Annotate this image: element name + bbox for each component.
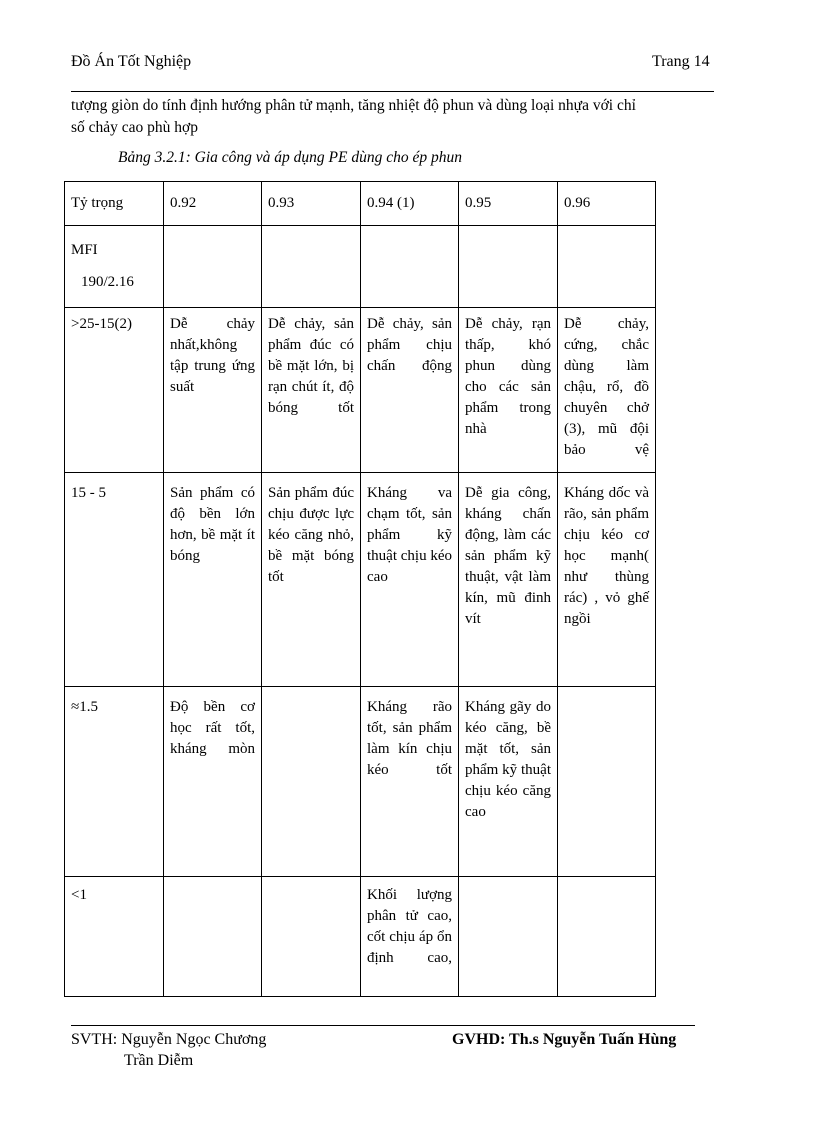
header-cell: 0.93 xyxy=(262,182,361,226)
footer-student: SVTH: Nguyễn Ngọc Chương xyxy=(71,1031,267,1048)
table-cell xyxy=(164,226,262,308)
intro-line-1: tượng giòn do tính định hướng phân tử mạnh, tăng nhiệt độ phun và dùng loại nhựa với chỉ xyxy=(71,97,636,114)
pe-table xyxy=(64,181,656,997)
table-cell xyxy=(164,877,262,997)
table-cell: Sản phẩm đúc chịu được lực kéo căng nhỏ, bề mặt bóng tốt xyxy=(262,473,361,687)
header-cell: 0.94 (1) xyxy=(361,182,459,226)
table-cell: Dễ chảy, sản phẩm chịu chấn động xyxy=(361,308,459,473)
table-cell: Kháng dốc và rão, sản phẩm chịu kéo cơ học mạnh( như thùng rác) , vỏ ghế ngồi xyxy=(558,473,656,687)
table-cell: Kháng va chạm tốt, sản phẩm kỹ thuật chịu kéo cao xyxy=(361,473,459,687)
table-cell: Độ bền cơ học rất tốt, kháng mòn xyxy=(164,687,262,877)
header-cell: 0.95 xyxy=(459,182,558,226)
footer-rule xyxy=(71,1025,695,1026)
table-header-row xyxy=(65,182,656,226)
header-cell-density: Tỷ trọng xyxy=(65,182,164,226)
header-cell: 0.96 xyxy=(558,182,656,226)
table-row-mfi xyxy=(65,226,656,308)
mfi-label-cell xyxy=(65,226,164,308)
table-cell xyxy=(262,877,361,997)
table-cell xyxy=(262,687,361,877)
mfi-range-cell: >25-15(2) xyxy=(65,308,164,473)
mfi-condition: 190/2.16 xyxy=(81,274,134,290)
table-cell xyxy=(459,226,558,308)
mfi-label: MFI xyxy=(71,242,98,258)
mfi-range-cell: ≈1.5 xyxy=(65,687,164,877)
footer-advisor: GVHD: Th.s Nguyễn Tuấn Hùng xyxy=(452,1031,677,1048)
table-cell: Kháng gãy do kéo căng, bề mặt tốt, sản phẩm kỹ thuật chịu kéo căng cao xyxy=(459,687,558,877)
header-cell: 0.92 xyxy=(164,182,262,226)
table-cell: Sản phẩm có độ bền lớn hơn, bề mặt ít bóng xyxy=(164,473,262,687)
table-cell xyxy=(558,687,656,877)
table-cell xyxy=(558,226,656,308)
table-cell xyxy=(459,877,558,997)
table-row xyxy=(65,308,656,473)
table-cell xyxy=(262,226,361,308)
table-cell: Khối lượng phân tử cao, cốt chịu áp ổn định cao, xyxy=(361,877,459,997)
table-cell: Dễ chảy nhất,không tập trung ứng suất xyxy=(164,308,262,473)
table-cell xyxy=(558,877,656,997)
mfi-range-cell: 15 - 5 xyxy=(65,473,164,687)
intro-line-2: số chảy cao phù hợp xyxy=(71,119,198,136)
table-cell xyxy=(361,226,459,308)
header-rule xyxy=(71,91,714,92)
table-caption: Bảng 3.2.1: Gia công và áp dụng PE dùng cho ép phun xyxy=(118,149,462,166)
header-title: Đồ Án Tốt Nghiệp xyxy=(71,53,192,70)
mfi-range-cell: <1 xyxy=(65,877,164,997)
table-cell: Kháng rão tốt, sản phẩm làm kín chịu kéo tốt xyxy=(361,687,459,877)
table-cell: Dễ chảy, rạn thấp, khó phun dùng cho các sản phẩm trong nhà xyxy=(459,308,558,473)
table-cell: Dễ gia công, kháng chấn động, làm các sản phẩm kỹ thuật, vật làm kín, mũ đinh vít xyxy=(459,473,558,687)
page-number: Trang 14 xyxy=(652,53,710,70)
table-cell: Dễ chảy, cứng, chắc dùng làm chậu, rổ, đồ chuyên chở (3), mũ đội bảo vệ xyxy=(558,308,656,473)
table-row xyxy=(65,473,656,687)
table-row xyxy=(65,877,656,997)
table-row xyxy=(65,687,656,877)
footer-student-2: Trần Diễm xyxy=(124,1052,194,1069)
table-cell: Dễ chảy, sản phẩm đúc có bề mặt lớn, bị rạn chút ít, độ bóng tốt xyxy=(262,308,361,473)
